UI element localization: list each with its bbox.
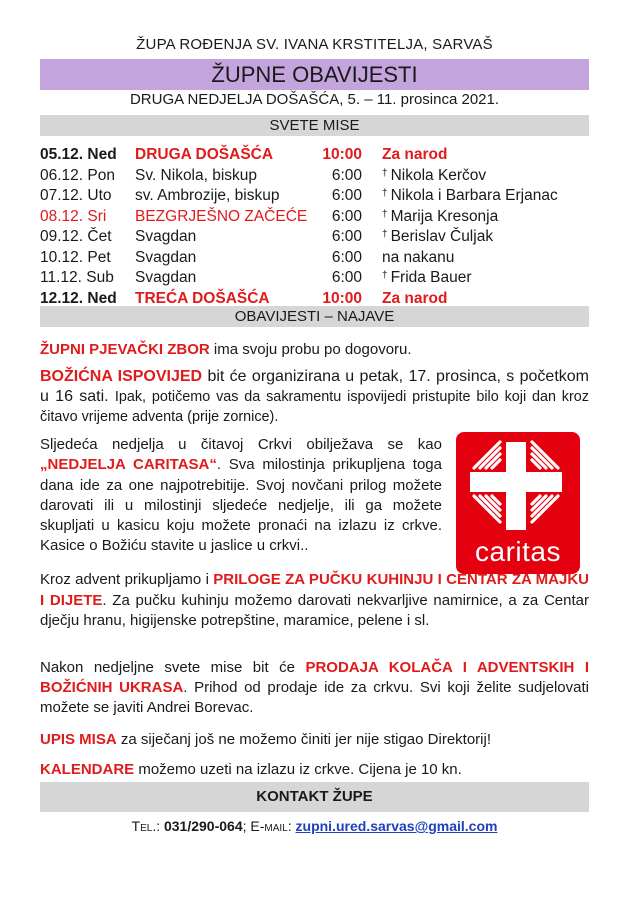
- notice-highlight: ŽUPNI PJEVAČKI ZBOR: [40, 341, 210, 358]
- email-link[interactable]: zupni.ured.sarvas@gmail.com: [295, 818, 498, 834]
- intention-text: Nikola Kerčov: [390, 166, 487, 184]
- mass-row: [40, 268, 589, 289]
- notice-highlight: KALENDARE: [40, 761, 135, 778]
- notice-choir: [40, 340, 589, 360]
- mass-row: [40, 186, 589, 207]
- notice-highlight: BOŽIĆNA ISPOVIJED: [40, 368, 203, 385]
- intention-text: Marija Kresonja: [390, 207, 499, 225]
- mass-intention: Za narod: [382, 289, 448, 307]
- notice-highlight: UPIS MISA: [40, 731, 117, 748]
- mass-name: Sv. Nikola, biskup: [135, 166, 258, 184]
- mass-row: [40, 145, 589, 166]
- mass-intention: [382, 207, 498, 228]
- mass-name: Svagdan: [135, 269, 197, 286]
- masses-heading: SVETE MISE: [40, 115, 589, 136]
- notice-confession: [40, 367, 589, 427]
- mass-row: [40, 248, 589, 269]
- notice-text: . Za pučku kuhinju možemo darovati nekvarljive namirnice, a za Centar dječju hranu, higijenske potrepštine, maramice, pelene i sl.: [40, 591, 589, 629]
- notice-text: Nakon nedjeljne svete mise bit će: [40, 659, 306, 676]
- mass-intention: na nakanu: [382, 248, 455, 266]
- page-title: ŽUPNE OBAVIJESTI: [40, 59, 589, 90]
- mass-date: 07.12. Uto: [40, 187, 112, 204]
- mass-name: Svagdan: [135, 228, 197, 245]
- mass-row: [40, 166, 589, 187]
- intention-text: Frida Bauer: [390, 269, 472, 286]
- contact-line: [40, 818, 589, 834]
- mass-name: Svagdan: [135, 248, 197, 266]
- notice-mass-booking: [40, 730, 589, 750]
- mass-time: 10:00: [322, 289, 362, 307]
- intention-text: Nikola i Barbara Erjanac: [390, 187, 558, 204]
- mass-row: [40, 227, 589, 248]
- cross-icon: †: [382, 188, 388, 199]
- caritas-logo: [456, 432, 580, 574]
- mass-date: 12.12. Ned: [40, 289, 117, 307]
- notice-highlight: „NEDJELJA CARITASA“: [40, 456, 217, 474]
- page-subtitle: DRUGA NEDJELJA DOŠAŠĆA, 5. – 11. prosinca 2021.: [129, 91, 500, 108]
- mass-time: 6:00: [331, 166, 362, 184]
- contact-separator: ;: [242, 818, 251, 834]
- parish-name: ŽUPA ROĐENJA SV. IVANA KRSTITELJA, SARVAŠ: [136, 36, 493, 53]
- mass-name: BEZGRJEŠNO ZAČEĆE: [135, 207, 308, 225]
- contact-heading: KONTAKT ŽUPE: [40, 782, 589, 812]
- cross-icon: †: [382, 229, 388, 240]
- caritas-cross-icon: [456, 432, 580, 536]
- notice-text: Ipak, potičemo vas da sakramentu ispovijedi pristupite bilo koji dan kroz čitavo vrijeme adventa (prije zornice).: [40, 389, 589, 425]
- mass-date: 06.12. Pon: [40, 166, 115, 184]
- intention-text: Berislav Čuljak: [390, 228, 494, 245]
- mass-time: 6:00: [331, 228, 362, 245]
- mass-name: sv. Ambrozije, biskup: [135, 187, 280, 204]
- mass-date: 10.12. Pet: [40, 248, 111, 266]
- notice-cake-sale: [40, 658, 589, 718]
- mass-date: 08.12. Sri: [40, 207, 107, 225]
- mass-date: 09.12. Čet: [40, 228, 112, 245]
- masses-table: [40, 145, 589, 309]
- notice-caritas-sunday: [40, 435, 442, 557]
- mass-name: TREĆA DOŠAŠĆA: [135, 289, 270, 307]
- cross-icon: †: [382, 208, 388, 220]
- tel-label: Tel.:: [131, 818, 161, 834]
- mass-intention: [382, 227, 493, 248]
- notice-text: Sljedeća nedjelja u čitavoj Crkvi obilježava se kao: [40, 436, 442, 453]
- mass-date: 05.12. Ned: [40, 146, 117, 163]
- notice-text: . Prihod od prodaje ide za crkvu. Svi koji želite sudjelovati možete se javiti Andrei Borevac.: [40, 679, 589, 716]
- mass-date: 11.12. Sub: [40, 269, 114, 286]
- notice-text: ima svoju probu po dogovoru.: [209, 341, 412, 358]
- mass-name: DRUGA DOŠAŠĆA: [135, 146, 274, 163]
- notice-text: možemo uzeti na izlazu iz crkve. Cijena je 10 kn.: [134, 761, 462, 778]
- cross-icon: †: [382, 167, 388, 179]
- mass-time: 6:00: [331, 187, 362, 204]
- mass-time: 10:00: [322, 146, 362, 163]
- mass-row: [40, 207, 589, 228]
- mass-intention: [382, 268, 472, 289]
- notices-heading: OBAVIJESTI – NAJAVE: [40, 306, 589, 327]
- notice-calendars: [40, 760, 589, 780]
- mass-time: 6:00: [331, 248, 362, 266]
- email-label: E-mail:: [250, 818, 292, 834]
- mass-time: 6:00: [331, 269, 362, 286]
- mass-intention: [382, 166, 486, 187]
- mass-intention: [382, 186, 558, 207]
- mass-time: 6:00: [331, 207, 362, 225]
- caritas-wordmark: caritas: [475, 536, 561, 567]
- notice-text: . Sva milostinja prikupljena toga dana ide za one najpotrebitije. Svoj novčani prilog možete darovati ili u milostinji sljedeće nedjelje, ili ga možete skupljati u kasicu koju možete pronaći na izlazu iz crkve. Kasice o Božiću stavite u jaslice u crkvi..: [40, 456, 442, 555]
- notice-donations: [40, 570, 589, 632]
- notice-text: bit će organizirana u petak, 17. prosinca, s početkom u 16 sati.: [40, 368, 589, 405]
- notice-text: za siječanj još ne možemo činiti jer nije stigao Direktorij!: [116, 731, 491, 748]
- notice-highlight: PRODAJA KOLAČA I ADVENTSKIH I BOŽIĆNIH UKRASA: [40, 659, 589, 696]
- notice-text: Kroz advent prikupljamo i: [40, 571, 214, 588]
- notice-highlight: PRILOGE ZA PUČKU KUHINJU I CENTAR ZA MAJKU I DIJETE: [40, 571, 589, 609]
- mass-intention: Za narod: [382, 146, 448, 163]
- phone-number[interactable]: 031/290-064: [163, 818, 243, 834]
- cross-icon: †: [382, 270, 388, 281]
